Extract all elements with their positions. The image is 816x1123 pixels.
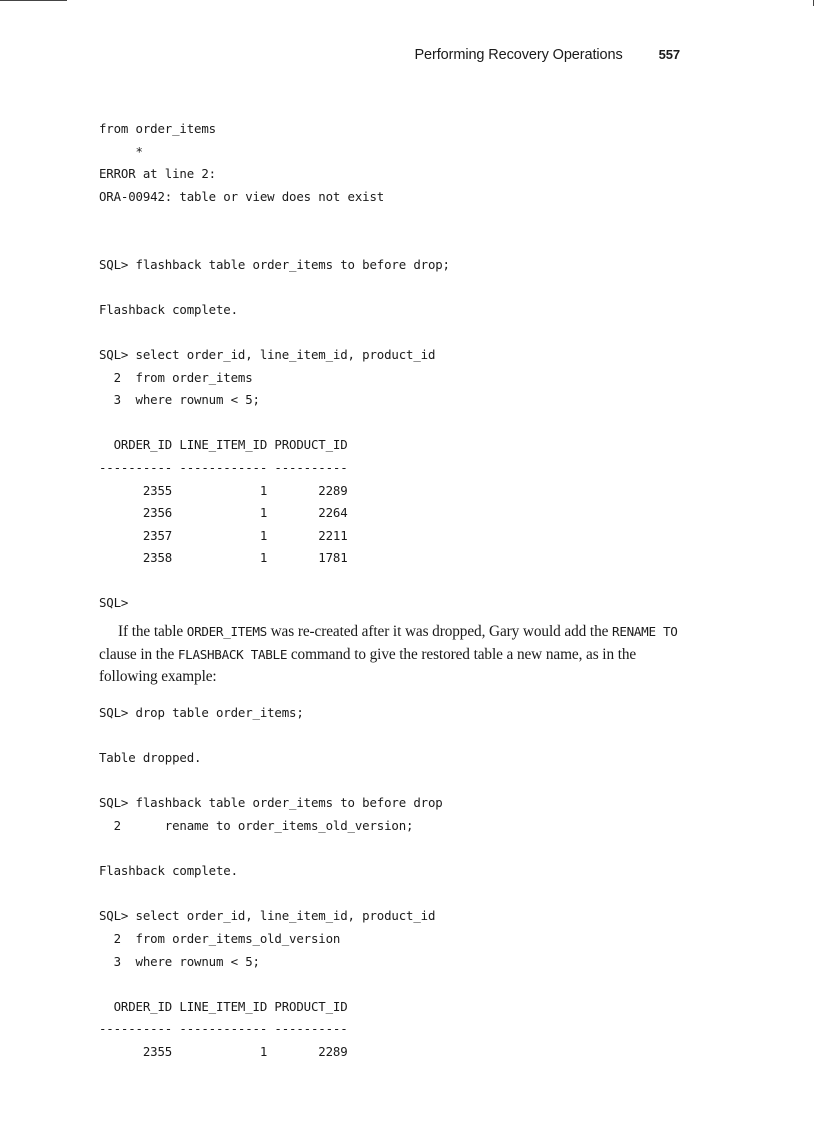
running-title: Performing Recovery Operations <box>414 47 623 63</box>
code-line <box>99 973 443 996</box>
paragraph-text: clause in the <box>99 645 178 663</box>
code-line: 2355 1 2289 <box>99 1043 348 1059</box>
code-line: 3 where rownum < 5; <box>99 953 260 969</box>
code-line: 2 from order_items <box>99 369 253 385</box>
code-line <box>99 321 450 344</box>
code-line <box>99 770 443 793</box>
code-line: 2358 1 1781 <box>99 550 348 566</box>
code-line: ---------- ------------ ---------- <box>99 459 348 475</box>
running-head <box>414 47 680 63</box>
inline-code-order-items: ORDER_ITEMS <box>186 624 267 639</box>
code-line <box>99 208 450 231</box>
code-line: SQL> flashback table order_items to before drop; <box>99 256 450 272</box>
code-line <box>99 570 450 593</box>
code-block-rename-example <box>99 702 443 1064</box>
paragraph-text: If the table <box>118 623 187 640</box>
code-line: ORA-00942: table or view does not exist <box>99 188 385 204</box>
code-line: 2357 1 2211 <box>99 527 348 543</box>
code-line: ORDER_ID LINE_ITEM_ID PRODUCT_ID <box>99 437 348 453</box>
code-line: SQL> <box>99 595 129 611</box>
code-line <box>99 838 443 861</box>
code-line: Flashback complete. <box>99 301 238 317</box>
paragraph-text: was re-created after it was dropped, Gary would add the <box>266 623 613 640</box>
code-line: 2 rename to order_items_old_version; <box>99 817 414 833</box>
paragraph-text: command to give the restored table a new name, as in the following example: <box>99 645 637 686</box>
code-line <box>99 725 443 748</box>
inline-code-flashback-table: FLASHBACK TABLE <box>177 646 288 662</box>
code-line: ---------- ------------ ---------- <box>99 1021 348 1037</box>
code-line: 2 from order_items_old_version <box>99 930 341 946</box>
crop-mark <box>0 0 67 1</box>
code-block-error-and-flashback <box>99 118 450 615</box>
code-line <box>99 883 443 906</box>
code-line: ERROR at line 2: <box>99 166 216 182</box>
code-line <box>99 276 450 299</box>
code-line: from order_items <box>99 121 216 136</box>
body-paragraph <box>99 621 684 689</box>
code-line: SQL> select order_id, line_item_id, product_id <box>99 346 436 362</box>
code-line: 2355 1 2289 <box>99 482 348 498</box>
code-line: SQL> flashback table order_items to before drop <box>99 795 443 811</box>
code-line: Table dropped. <box>99 750 202 766</box>
code-line: 3 where rownum < 5; <box>99 392 260 408</box>
code-line: SQL> select order_id, line_item_id, product_id <box>99 908 436 924</box>
code-line: ORDER_ID LINE_ITEM_ID PRODUCT_ID <box>99 998 348 1014</box>
page-number: 557 <box>658 47 680 62</box>
code-line: 2356 1 2264 <box>99 505 348 521</box>
code-line: Flashback complete. <box>99 863 238 879</box>
code-line: * <box>99 143 143 159</box>
code-line <box>99 231 450 254</box>
inline-code-rename-to: RENAME TO <box>612 624 678 639</box>
crop-mark-right <box>813 0 814 6</box>
code-line: SQL> drop table order_items; <box>99 705 304 720</box>
code-line <box>99 412 450 435</box>
